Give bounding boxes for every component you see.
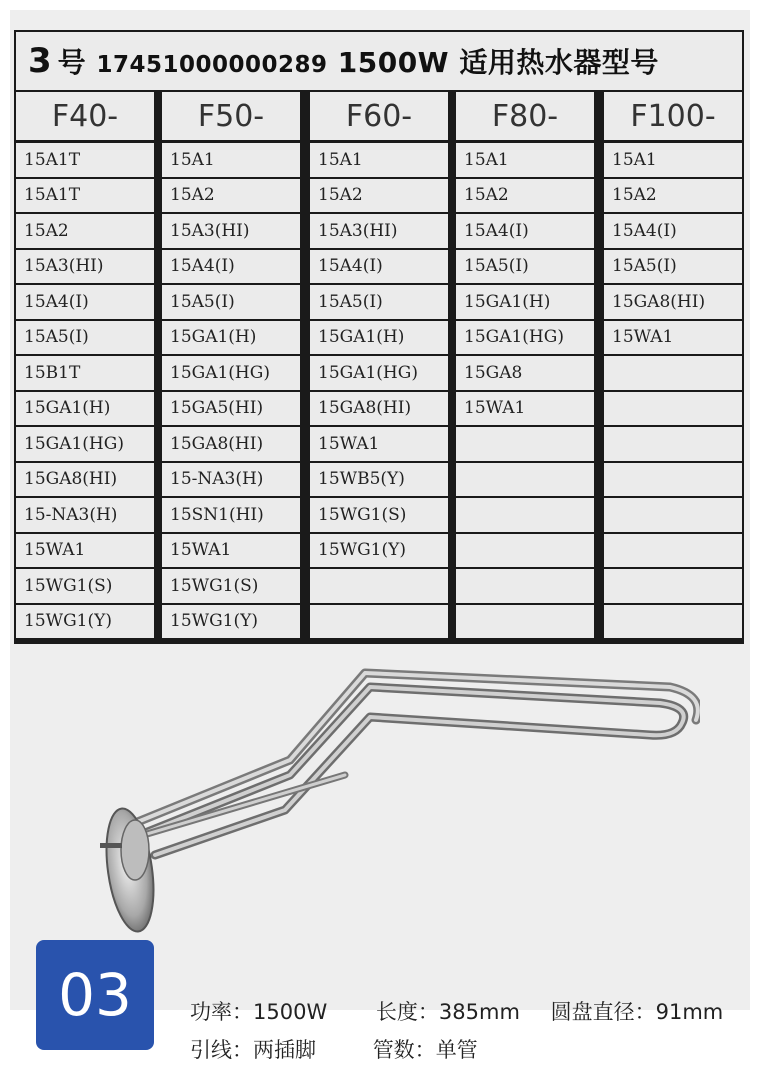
table-cell — [604, 605, 742, 639]
table-cell: 15GA1(HG) — [16, 427, 154, 461]
table-cell: 15A5(I) — [604, 250, 742, 284]
table-cell: 15A4(I) — [16, 285, 154, 319]
table-cell: 15WG1(Y) — [16, 605, 154, 639]
tube-label: 管数： — [372, 1038, 436, 1062]
table-cell: 15GA5(HI) — [162, 392, 300, 426]
table-cell: 15A3(HI) — [16, 250, 154, 284]
table-cell — [310, 569, 448, 603]
table-cell: 15WG1(Y) — [162, 605, 300, 639]
table-cell — [604, 392, 742, 426]
spec-line-1 — [190, 996, 723, 1026]
heating-element-image — [90, 665, 700, 935]
table-cell: 15A4(I) — [162, 250, 300, 284]
column-header: F100- — [604, 92, 742, 140]
lead-spec — [190, 1034, 316, 1064]
table-cell: 15-NA3(H) — [162, 463, 300, 497]
title-number: 3 — [28, 41, 52, 81]
table-cell — [604, 356, 742, 390]
table-cell: 15GA8(HI) — [604, 285, 742, 319]
table-cell: 15WA1 — [456, 392, 594, 426]
compatibility-table — [14, 30, 744, 644]
table-cell — [456, 569, 594, 603]
table-cell: 15SN1(HI) — [162, 498, 300, 532]
length-spec — [376, 996, 520, 1026]
power-value: 1500W — [253, 1000, 328, 1024]
tube-spec — [373, 1034, 478, 1064]
table-cell: 15GA1(H) — [16, 392, 154, 426]
table-title — [16, 32, 742, 90]
model-number: 17451000000289 — [96, 52, 328, 78]
table-cell — [456, 498, 594, 532]
table-cell: 15WB5(Y) — [310, 463, 448, 497]
step-badge: 03 — [36, 940, 154, 1050]
title-power: 1500W — [337, 46, 450, 79]
table-cell: 15GA8 — [456, 356, 594, 390]
table-cell: 15GA1(H) — [162, 321, 300, 355]
table-cell: 15WA1 — [310, 427, 448, 461]
table-cell: 15A1 — [456, 143, 594, 177]
table-cell: 15A2 — [456, 179, 594, 213]
table-cell — [456, 605, 594, 639]
table-cell: 15-NA3(H) — [16, 498, 154, 532]
table-cell: 15A1 — [162, 143, 300, 177]
title-prefix: 号 — [57, 46, 87, 79]
table-cell: 15A5(I) — [162, 285, 300, 319]
table-cell: 15A2 — [16, 214, 154, 248]
table-cell: 15GA8(HI) — [162, 427, 300, 461]
table-cell: 15GA1(H) — [310, 321, 448, 355]
table-column — [310, 92, 448, 642]
table-cell: 15A4(I) — [310, 250, 448, 284]
disc-value: 91mm — [655, 1000, 724, 1024]
column-header: F50- — [162, 92, 300, 140]
disc-label: 圆盘直径： — [550, 1000, 656, 1024]
table-cell: 15A3(HI) — [310, 214, 448, 248]
table-cell — [456, 534, 594, 568]
length-value: 385mm — [438, 1000, 520, 1024]
table-cell — [456, 427, 594, 461]
table-column — [162, 92, 300, 642]
table-cell: 15A1 — [310, 143, 448, 177]
table-cell — [456, 463, 594, 497]
table-cell: 15WG1(Y) — [310, 534, 448, 568]
power-label: 功率： — [190, 1000, 253, 1024]
table-cell: 15GA1(HG) — [162, 356, 300, 390]
table-cell: 15GA1(HG) — [310, 356, 448, 390]
column-header: F80- — [456, 92, 594, 140]
column-header: F40- — [16, 92, 154, 140]
table-cell — [604, 463, 742, 497]
length-label: 长度： — [375, 1000, 439, 1024]
table-cell: 15A2 — [310, 179, 448, 213]
table-cell: 15GA1(HG) — [456, 321, 594, 355]
table-column — [16, 92, 154, 642]
table-cell: 15WA1 — [604, 321, 742, 355]
table-column — [456, 92, 594, 642]
table-cell: 15A5(I) — [16, 321, 154, 355]
disc-spec — [551, 996, 724, 1026]
power-spec — [190, 996, 327, 1026]
table-cell: 15A1T — [16, 179, 154, 213]
spec-line-2 — [190, 1034, 478, 1064]
table-cell — [604, 569, 742, 603]
table-cell: 15A1 — [604, 143, 742, 177]
table-cell: 15A4(I) — [604, 214, 742, 248]
lead-label: 引线： — [190, 1038, 253, 1062]
table-cell: 15A2 — [604, 179, 742, 213]
table-cell — [604, 427, 742, 461]
table-cell: 15A4(I) — [456, 214, 594, 248]
tube-value: 单管 — [435, 1038, 478, 1062]
table-cell: 15WA1 — [162, 534, 300, 568]
table-cell — [604, 498, 742, 532]
table-cell: 15A5(I) — [456, 250, 594, 284]
table-cell — [310, 605, 448, 639]
table-cell: 15A1T — [16, 143, 154, 177]
table-cell: 15B1T — [16, 356, 154, 390]
table-cell: 15WA1 — [16, 534, 154, 568]
table-cell: 15A3(HI) — [162, 214, 300, 248]
table-cell: 15WG1(S) — [310, 498, 448, 532]
column-header: F60- — [310, 92, 448, 140]
table-cell: 15WG1(S) — [16, 569, 154, 603]
table-cell: 15A5(I) — [310, 285, 448, 319]
table-cell: 15GA8(HI) — [16, 463, 154, 497]
lead-value: 两插脚 — [253, 1038, 316, 1062]
table-cell — [604, 534, 742, 568]
title-text — [58, 41, 659, 81]
table-cell: 15A2 — [162, 179, 300, 213]
table-column — [604, 92, 742, 642]
title-suffix: 适用热水器型号 — [459, 46, 659, 79]
table-cell: 15GA8(HI) — [310, 392, 448, 426]
table-cell: 15WG1(S) — [162, 569, 300, 603]
table-cell: 15GA1(H) — [456, 285, 594, 319]
